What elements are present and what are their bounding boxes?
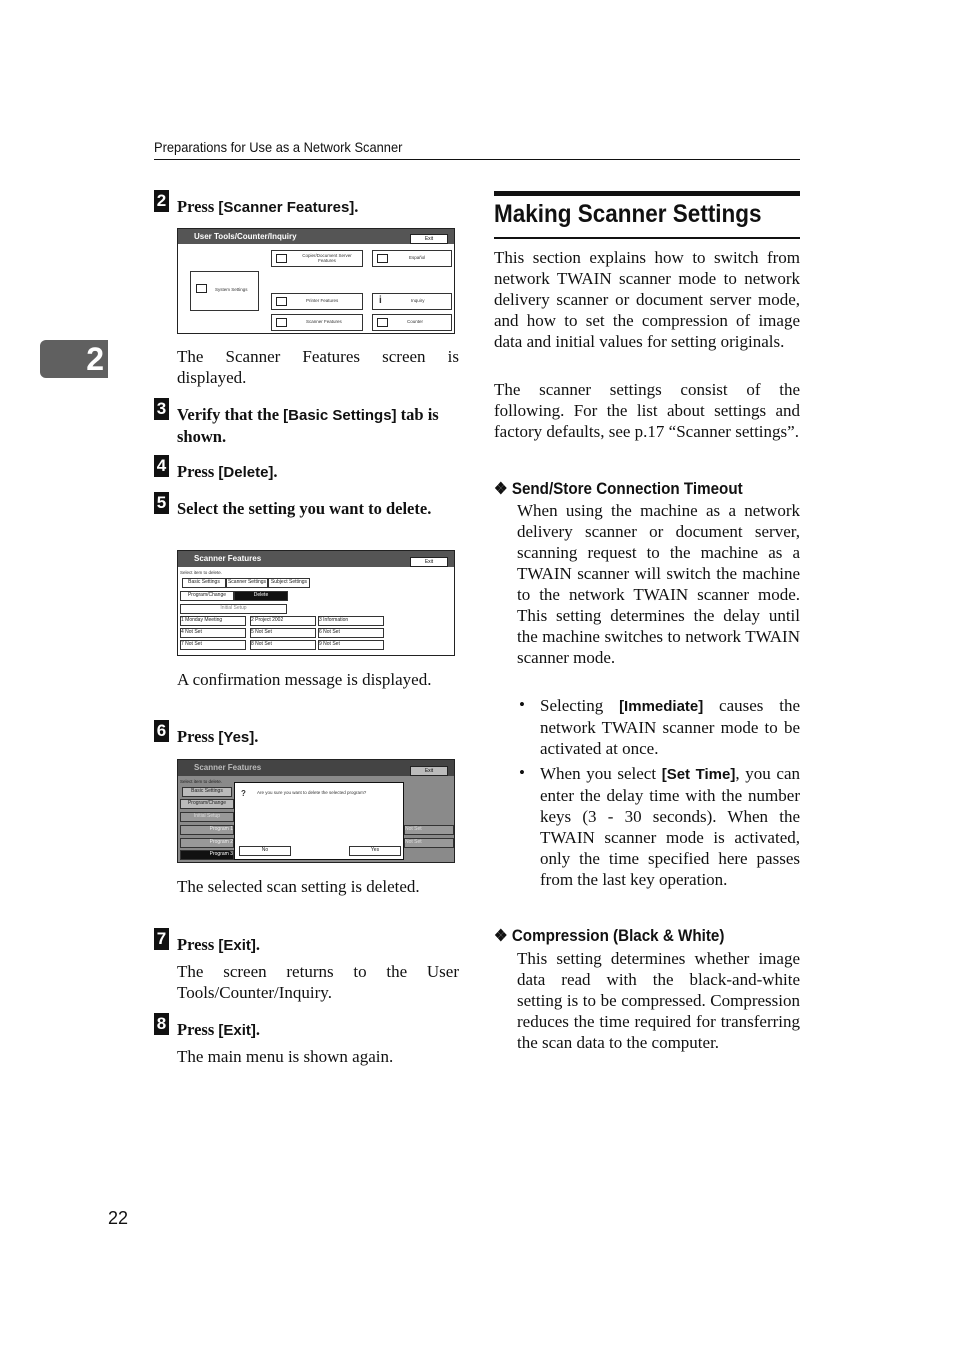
- language-icon: [377, 254, 388, 263]
- program-4-button[interactable]: 4 Not Set: [180, 628, 246, 638]
- program-1-button[interactable]: 1 Monday Meeting: [180, 616, 246, 626]
- tab-scanner-settings[interactable]: Scanner Settings: [226, 578, 268, 588]
- step-7-heading: Press [Exit].: [177, 935, 261, 954]
- step-6-note: The selected scan setting is deleted.: [177, 877, 420, 896]
- initial-setup-button: Initial Setup: [180, 812, 234, 822]
- confirmation-dialog: [234, 782, 404, 860]
- language-button[interactable]: Español: [372, 250, 452, 267]
- step-4-number: 4: [154, 455, 169, 477]
- screenshot-delete-confirmation: [177, 759, 455, 863]
- initial-setup-button[interactable]: Initial Setup: [180, 604, 287, 614]
- screenshot-user-tools: [177, 228, 455, 334]
- screen-title-bar: Scanner Features: [178, 760, 454, 776]
- right-program-button: Not Set: [404, 825, 454, 835]
- program-6-button[interactable]: 6 Not Set: [318, 628, 384, 638]
- printer-features-button[interactable]: Printer Features: [271, 293, 363, 310]
- running-header: Preparations for Use as a Network Scanner: [154, 139, 403, 155]
- section-intro: This section explains how to switch from network TWAIN scanner mode to network delivery scanner or document server mode, and how to set the compression of image data and initial values for setting originals.: [494, 248, 800, 351]
- right-program-button: Not Set: [404, 838, 454, 848]
- exit-button[interactable]: Exit: [410, 234, 448, 244]
- screen-title-bar: Scanner Features: [178, 551, 454, 567]
- info-icon: i: [379, 295, 382, 306]
- program-change-button: Program/Change: [180, 799, 234, 809]
- bullet-immediate: Selecting [Immediate] causes the network TWAIN scanner mode to be activated at once.: [540, 696, 800, 758]
- program-7-button[interactable]: 7 Not Set: [180, 640, 246, 650]
- section-bottom-rule: [494, 237, 800, 239]
- scanner-features-button[interactable]: Scanner Features: [271, 314, 363, 331]
- send-store-timeout-body: When using the machine as a network delivery scanner or document server, scanning request to the machine as a TWAIN scanner will switch the machine to the network TWAIN scanner mode. This setting determines the delay until the machine switches to network TWAIN scanner mode.: [517, 501, 800, 667]
- bullet-icon: •: [519, 695, 525, 714]
- section-intro-2: The scanner settings consist of the following. For the list about settings and factory defaults, see p.17 “Scanner settings”.: [494, 380, 800, 441]
- exit-button: Exit: [410, 766, 448, 776]
- program-change-button[interactable]: Program/Change: [180, 591, 234, 601]
- compression-body: This setting determines whether image data read with the black-and-white setting is to be compressed. Compression reduces the time required for transferring the scan data to the computer.: [517, 949, 800, 1052]
- screen-title-bar: User Tools/Counter/Inquiry: [178, 229, 454, 244]
- step-6-number: 6: [154, 720, 169, 742]
- subsection-send-store-timeout: ❖ Send/Store Connection Timeout: [494, 480, 743, 498]
- program-8-button[interactable]: 8 Not Set: [250, 640, 316, 650]
- step-5-number: 5: [154, 492, 169, 514]
- program-2-button: Program 2: [180, 838, 234, 848]
- select-hint: Select item to delete.: [180, 779, 223, 784]
- system-settings-button[interactable]: System Settings: [190, 271, 259, 311]
- program-9-button[interactable]: 9 Not Set: [318, 640, 384, 650]
- select-hint: Select item to delete.: [180, 570, 223, 575]
- section-top-rule: [494, 191, 800, 196]
- no-button[interactable]: No: [239, 846, 291, 856]
- delete-button[interactable]: Delete: [234, 591, 288, 601]
- step-2-number: 2: [154, 190, 169, 212]
- program-1-button: Program 1: [180, 825, 234, 835]
- tab-basic-settings: Basic Settings: [182, 787, 232, 797]
- subsection-compression: ❖ Compression (Black & White): [494, 927, 725, 945]
- question-icon: ?: [241, 789, 246, 798]
- inquiry-button[interactable]: i Inquiry: [372, 293, 452, 310]
- program-3-button[interactable]: 3 Information: [318, 616, 384, 626]
- diamond-icon: ❖: [494, 927, 508, 945]
- step-8-note: The main menu is shown again.: [177, 1047, 394, 1066]
- program-5-button[interactable]: 5 Not Set: [250, 628, 316, 638]
- system-settings-icon: [196, 284, 207, 293]
- step-5-note: A confirmation message is displayed.: [177, 670, 432, 689]
- step-4-heading: Press [Delete].: [177, 462, 278, 481]
- program-3-button: Program 3: [180, 850, 234, 860]
- exit-button[interactable]: Exit: [410, 557, 448, 567]
- step-7-number: 7: [154, 928, 169, 950]
- section-title: Making Scanner Settings: [494, 200, 762, 228]
- chapter-tab: 2: [40, 340, 108, 378]
- dialog-message: Are you sure you want to delete the selected program?: [257, 790, 367, 795]
- bullet-icon: •: [519, 763, 525, 782]
- program-2-button[interactable]: 2 Project 2002: [250, 616, 316, 626]
- diamond-icon: ❖: [494, 480, 508, 498]
- yes-button[interactable]: Yes: [349, 846, 401, 856]
- copier-features-button[interactable]: Copier/Document Server Features: [271, 250, 363, 267]
- page-number: 22: [108, 1208, 129, 1228]
- header-rule: [154, 159, 800, 160]
- counter-icon: [377, 318, 388, 327]
- tab-basic-settings[interactable]: Basic Settings: [182, 578, 226, 588]
- step-8-number: 8: [154, 1013, 169, 1035]
- scanner-icon: [276, 318, 287, 327]
- bullet-set-time: When you select [Set Time], you can enter the delay time with the number keys (3 - 30 seconds). When the TWAIN scanner mode is activated, only the time specified here passes from the last key operation.: [540, 764, 800, 889]
- step-5-heading: Select the setting you want to delete.: [177, 499, 432, 518]
- counter-button[interactable]: Counter: [372, 314, 452, 331]
- step-6-heading: Press [Yes].: [177, 727, 259, 746]
- tab-subject-settings[interactable]: Subject Settings: [268, 578, 310, 588]
- step-2-heading: Press [Scanner Features].: [177, 197, 359, 216]
- step-8-heading: Press [Exit].: [177, 1020, 261, 1039]
- step-7-note: The screen returns to the User Tools/Counter/Inquiry.: [177, 962, 459, 1002]
- screenshot-scanner-features-delete: [177, 550, 455, 656]
- printer-icon: [276, 297, 287, 306]
- step-3-heading: Verify that the [Basic Settings] tab is shown.: [177, 405, 439, 446]
- copier-icon: [276, 254, 287, 263]
- step-2-note: The Scanner Features screen is displayed.: [177, 347, 459, 387]
- step-3-number: 3: [154, 398, 169, 420]
